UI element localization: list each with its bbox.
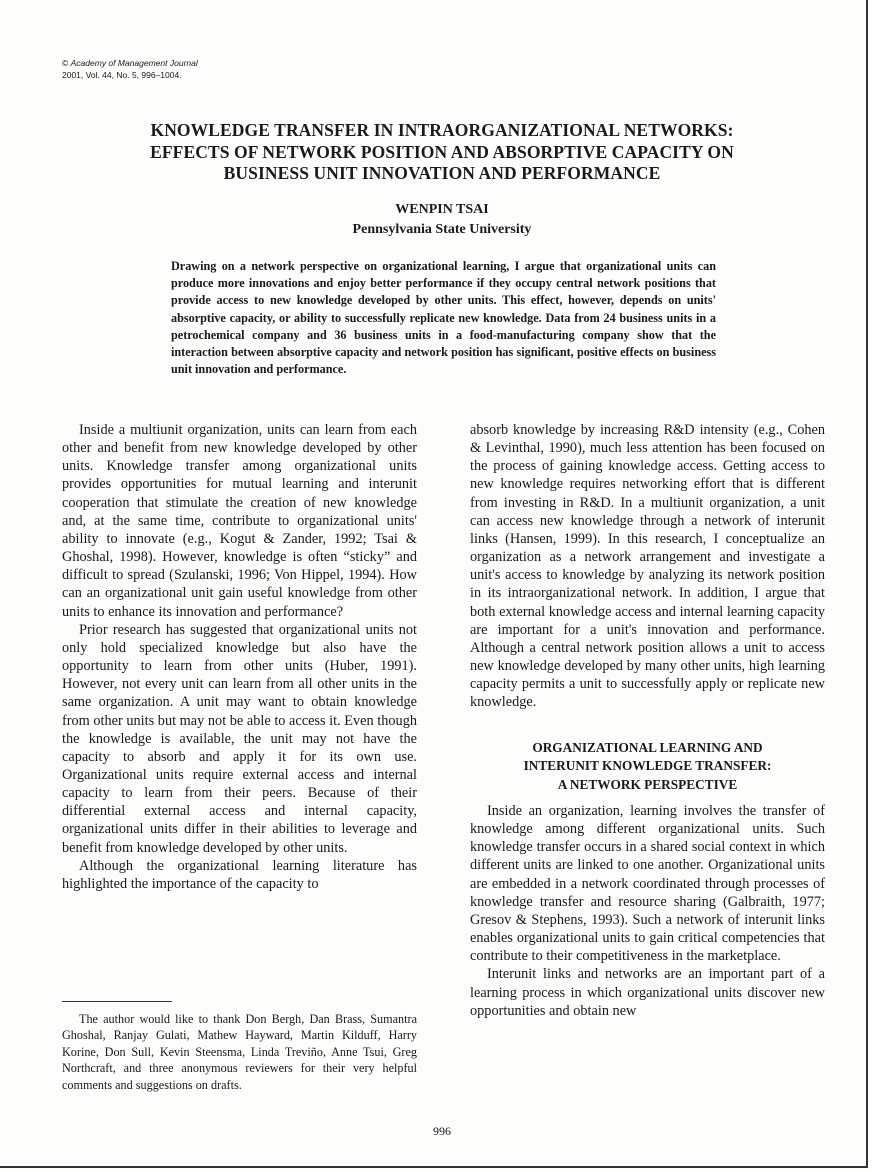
left-column — [62, 421, 417, 893]
author-affiliation: Pennsylvania State University — [352, 222, 532, 237]
article-title — [100, 120, 784, 185]
author-block — [0, 200, 872, 240]
section-heading-line-2: INTERUNIT KNOWLEDGE TRANSFER: — [523, 758, 772, 773]
section-heading-line-3: A NETWORK PERSPECTIVE — [557, 776, 738, 792]
body-paragraph: Inside an organization, learning involves the transfer of knowledge among different organizational units. Such knowledge transfer occurs in a shared social context in which different units are linked to one another. Organizational units are embedded in a network coordinated through processes of knowledge transfer and resource sharing (Galbraith, 1977; Gresov & Stephens, 1993). Such a network of interunit links enables organizational units to gain critical competencies that contribute to their competitiveness in the marketplace. — [470, 803, 825, 965]
journal-citation — [62, 57, 198, 81]
copyright-mark: © — [62, 58, 69, 68]
body-paragraph: Prior research has suggested that organizational units not only hold specialized knowledge but also have the opportunity to learn from other units (Huber, 1991). However, not every unit can learn from all other units in the same organization. A unit may want to obtain knowledge from other units but may not be able to access it. Even though the knowledge is available, the unit may not have the capacity to absorb and apply it for its own use. Organizational units require external access and internal capacity to learn from their peers. Because of their differential external access and internal capacity, organizational units differ in their abilities to leverage and benefit from knowledge developed by other units. — [62, 621, 417, 856]
footnote: The author would like to thank Don Bergh, Dan Brass, Sumantra Ghoshal, Ranjay Gulati, Mathew Hayward, Martin Kilduff, Harry Korine, Don Sull, Kevin Steensma, Linda Treviño, Anne Tsui, Greg Northcraft, and three anonymous reviewers for their very helpful comments and suggestions on drafts. — [62, 1012, 417, 1092]
right-column — [470, 421, 825, 1020]
abstract: Drawing on a network perspective on organizational learning, I argue that organizational units can produce more innovations and enjoy better performance if they occupy central network positions that provide access to new knowledge developed by other units. This effect, however, depends on units' absorptive capacity, or ability to successfully replicate new knowledge. Data from 24 business units in a petrochemical company and 36 business units in a food-manufacturing company show that the interaction between absorptive capacity and network position has significant, positive effects on business unit innovation and performance. — [171, 259, 716, 377]
page-number: 996 — [433, 1124, 451, 1138]
title-line-2: EFFECTS OF NETWORK POSITION AND ABSORPTIVE CAPACITY ON — [150, 141, 734, 162]
body-paragraph: absorb knowledge by increasing R&D intensity (e.g., Cohen & Levinthal, 1990), much less attention has been focused on the process of gaining knowledge access. Getting access to new knowledge requires networking effort that is different from investing in R&D. In a multiunit organization, a unit can access new knowledge through a network of interunit links (Hansen, 1999). In this research, I conceptualize an organization as a network arrangement and investigate a unit's access to knowledge by analyzing its network position in its intraorganizational network. In addition, I argue that both external knowledge access and internal learning capacity are important for a unit's innovation and performance. Although a central network position allows a unit to access new knowledge developed by many other units, high learning capacity permits a unit to successfully apply or replicate new knowledge. — [470, 422, 825, 711]
body-paragraph: Although the organizational learning literature has highlighted the importance of the capacity to — [62, 857, 417, 892]
journal-volume: 2001, Vol. 44, No. 5, 996–1004. — [62, 70, 182, 80]
title-line-1: KNOWLEDGE TRANSFER IN INTRAORGANIZATIONAL NETWORKS: — [150, 120, 734, 140]
body-paragraph: Interunit links and networks are an important part of a learning process in which organizational units discover new opportunities and obtain new — [470, 966, 825, 1019]
section-heading-line-1: ORGANIZATIONAL LEARNING AND — [532, 739, 763, 755]
journal-name: Academy of Management Journal — [70, 58, 198, 68]
author-name: WENPIN TSAI — [395, 202, 489, 217]
footnote-rule — [62, 1001, 172, 1002]
section-heading — [470, 739, 825, 795]
body-paragraph: Inside a multiunit organization, units can learn from each other and benefit from new knowledge developed by other units. Knowledge transfer among organizational units provides opportunities for mutual learning and interunit cooperation that stimulate the creation of new knowledge and, at the same time, contribute to organizational units' ability to innovate (e.g., Kogut & Zander, 1992; Tsai & Ghoshal, 1998). However, knowledge is often “sticky” and difficult to spread (Szulanski, 1996; Von Hippel, 1994). How can an organizational unit gain useful knowledge from other units to enhance its innovation and performance? — [62, 422, 417, 620]
title-line-3: BUSINESS UNIT INNOVATION AND PERFORMANCE — [223, 163, 661, 183]
